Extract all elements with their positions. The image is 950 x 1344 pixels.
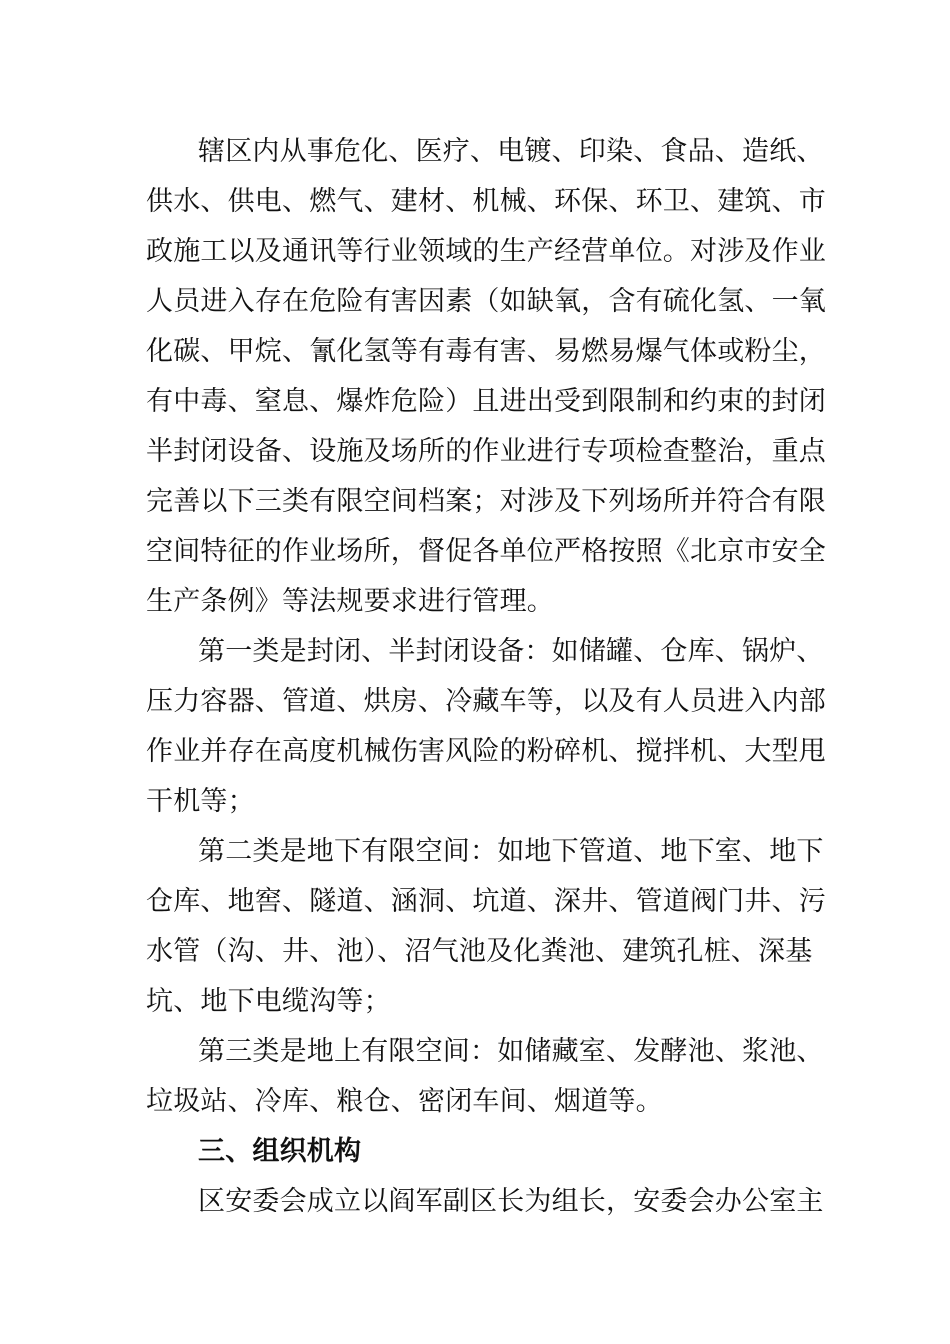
section-heading: 三、组织机构 <box>198 1136 362 1167</box>
text-line: 供水、供电、燃气、建材、机械、环保、环卫、建筑、市 <box>146 186 826 217</box>
text-line: 空间特征的作业场所，督促各单位严格按照《北京市安全 <box>146 536 826 567</box>
text-line: 第一类是封闭、半封闭设备：如储罐、仓库、锅炉、 <box>198 636 824 667</box>
text-line: 作业并存在高度机械伤害风险的粉碎机、搅拌机、大型甩 <box>146 736 826 767</box>
text-line: 第三类是地上有限空间：如储藏室、发酵池、浆池、 <box>198 1036 824 1067</box>
text-line: 有中毒、窒息、爆炸危险）且进出受到限制和约束的封闭 <box>146 386 826 417</box>
text-line: 坑、地下电缆沟等； <box>146 986 391 1017</box>
text-line: 生产条例》等法规要求进行管理。 <box>146 586 554 617</box>
text-line: 区安委会成立以阎军副区长为组长，安委会办公室主 <box>198 1186 824 1217</box>
text-line: 政施工以及通讯等行业领域的生产经营单位。对涉及作业 <box>146 236 826 267</box>
text-line: 水管（沟、井、池）、沼气池及化粪池、建筑孔桩、深基 <box>146 936 813 967</box>
text-line: 压力容器、管道、烘房、冷藏车等，以及有人员进入内部 <box>146 686 826 717</box>
text-line: 仓库、地窖、隧道、涵洞、坑道、深井、管道阀门井、污 <box>146 886 826 917</box>
text-line: 半封闭设备、设施及场所的作业进行专项检查整治，重点 <box>146 436 826 467</box>
text-line: 完善以下三类有限空间档案；对涉及下列场所并符合有限 <box>146 486 826 517</box>
text-line: 人员进入存在危险有害因素（如缺氧，含有硫化氢、一氧 <box>146 286 826 317</box>
text-line: 第二类是地下有限空间：如地下管道、地下室、地下 <box>198 836 824 867</box>
text-line: 干机等； <box>146 786 255 817</box>
text-line: 垃圾站、冷库、粮仓、密闭车间、烟道等。 <box>146 1086 663 1117</box>
text-line: 辖区内从事危化、医疗、电镀、印染、食品、造纸、 <box>198 136 824 167</box>
text-line: 化碳、甲烷、氰化氢等有毒有害、易燃易爆气体或粉尘， <box>146 336 826 367</box>
